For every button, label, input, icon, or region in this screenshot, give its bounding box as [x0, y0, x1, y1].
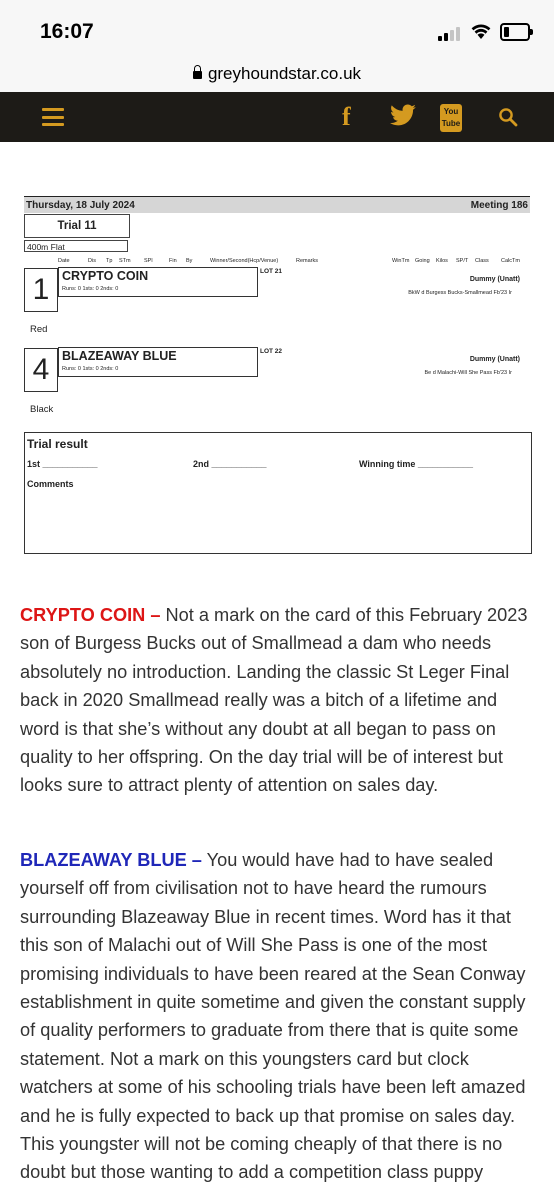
col-spl: SPl: [144, 258, 153, 264]
url-text: greyhoundstar.co.uk: [207, 64, 362, 83]
search-icon[interactable]: [498, 107, 518, 127]
dog-name: CRYPTO COIN: [62, 269, 149, 283]
dog-box: [58, 347, 258, 377]
breeding: BkW d Burgess Bucks-Smallmead Fb'23 Ir: [408, 290, 512, 296]
browser-address-bar[interactable]: [0, 64, 554, 92]
dog-stats: Runs: 0 1sts: 0 2nds: 0: [62, 366, 119, 372]
battery-icon: [500, 23, 530, 41]
col-date: Date: [58, 258, 70, 264]
col-by: By: [186, 258, 193, 264]
col-tp: Tp: [106, 258, 113, 264]
trainer: Dummy (Unatt): [469, 356, 520, 363]
lot-number: LOT 21: [260, 268, 283, 275]
status-bar: [0, 0, 554, 64]
youtube-label-you: You: [443, 107, 459, 116]
paragraph-text: Not a mark on the card of this February 2023 son of Burgess Bucks out of Smallmead a dam who needs absolutely no introduction. Landing the classic St Leger Final back in 2020 Smallmead really was a bitch of a lifetime and word is that she’s without any doubt at all began to pass on quality to her offspring. On the day trial will be of interest but looks sure to attract plenty of attention on sales day.: [20, 605, 528, 796]
facebook-icon[interactable]: f: [342, 102, 351, 131]
col-wintm: WinTm: [392, 258, 410, 264]
site-header: [0, 92, 554, 142]
article-paragraph-crypto-coin: [20, 601, 540, 800]
status-time: 16:07: [40, 20, 94, 43]
trial-result-box: [24, 432, 532, 554]
col-winner-second: Winner/Second(Hcp/Venue): [210, 258, 279, 264]
cellular-signal-icon: [438, 25, 464, 41]
twitter-icon[interactable]: [389, 104, 417, 128]
breeding: Be d Malachi-Will She Pass Fb'23 Ir: [424, 370, 512, 376]
col-fin: Fin: [169, 258, 177, 264]
col-remarks: Remarks: [296, 258, 319, 264]
dog-heading-blazeaway-blue: BLAZEAWAY BLUE –: [20, 850, 202, 870]
col-spt: SP/T: [456, 258, 469, 264]
trap-number: 1: [24, 268, 58, 312]
result-comments: Comments: [27, 479, 74, 489]
dog-box: [58, 267, 258, 297]
lot-number: LOT 22: [260, 348, 283, 355]
trial-distance: 400m Flat: [24, 240, 128, 252]
col-calctm: CalcTm: [501, 258, 520, 264]
col-class: Class: [475, 258, 489, 264]
youtube-icon[interactable]: [440, 104, 462, 132]
dog-name: BLAZEAWAY BLUE: [62, 349, 177, 363]
article-paragraph-blazeaway-blue: [20, 846, 540, 1187]
menu-icon[interactable]: [42, 108, 64, 126]
trap-number: 4: [24, 348, 58, 392]
trial-number: Trial 11: [24, 214, 130, 238]
result-winning-time: Winning time ___________: [359, 459, 473, 469]
dog-heading-crypto-coin: CRYPTO COIN –: [20, 605, 161, 625]
youtube-label-tube: Tube: [441, 119, 461, 128]
trap-colour: Black: [30, 404, 54, 415]
col-stm: STm: [119, 258, 131, 264]
result-first: 1st ___________: [27, 459, 98, 469]
card-meeting: Meeting 186: [470, 200, 528, 211]
trap-colour: Red: [30, 324, 48, 335]
trial-result-title: Trial result: [27, 437, 88, 451]
wifi-icon: [470, 22, 492, 40]
trainer: Dummy (Unatt): [469, 276, 520, 283]
result-second: 2nd ___________: [193, 459, 267, 469]
dog-stats: Runs: 0 1sts: 0 2nds: 0: [62, 286, 119, 292]
lock-icon: [193, 71, 202, 79]
col-dis: Dis: [88, 258, 96, 264]
col-kilos: Kilos: [436, 258, 448, 264]
card-date: Thursday, 18 July 2024: [26, 200, 135, 211]
card-header: [24, 196, 530, 213]
paragraph-text: You would have had to have sealed yourself off from civilisation not to have heard the rumours surrounding Blazeaway Blue in recent times. Word has it that this son of Malachi out of Will She Pass is one of the most promising individuals to have been reared at the Sean Conway establishment in quite sometime and given the constant supply of quality performers to graduate from there that is quite some statement. Not a mark on this youngsters card but clock watchers at some of his schooling trials have been left amazed and he is fully expected to back up that promise on sales day. This youngster will not be coming cheaply of that there is no doubt but those wanting to add a competition class puppy: [20, 850, 526, 1183]
col-going: Going: [415, 258, 430, 264]
